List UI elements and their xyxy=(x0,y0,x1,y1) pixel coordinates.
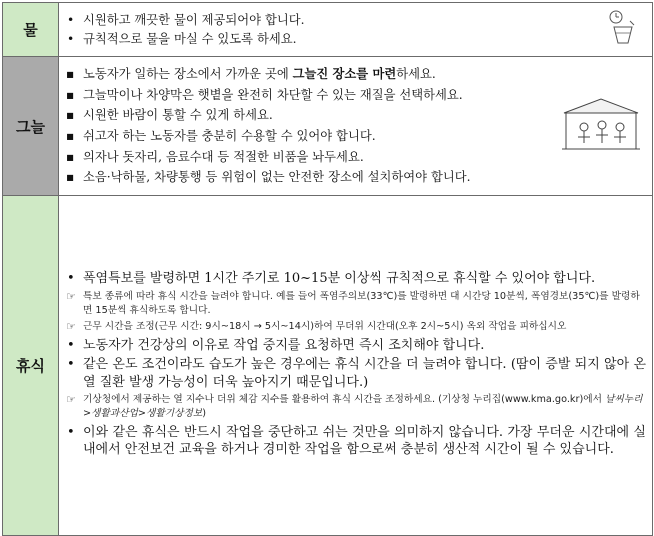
rest-item-2: • 노동자가 건강상의 이유로 작업 중지를 요청하면 즉시 조치해야 합니다. xyxy=(65,337,646,355)
shade-row xyxy=(3,57,653,196)
water-row xyxy=(3,3,653,57)
water-body xyxy=(59,3,653,57)
shade-item-6: ▪ 소음·낙하물, 차량통행 등 위험이 없는 안전한 장소에 설치하여야 합니다. xyxy=(65,167,646,188)
water-cup-clock-icon xyxy=(608,9,638,47)
heat-guideline-table xyxy=(2,2,652,528)
shade-item-1: ▪ 노동자가 일하는 장소에서 가까운 곳에 그늘진 장소를 마련하세요. xyxy=(65,64,646,85)
rest-item-3: • 같은 온도 조건이라도 습도가 높은 경우에는 휴식 시간을 더 늘려야 합니다. (땀이 증발 되지 않아 온열 질환 발생 가능성이 더욱 높아지기 때문입니다.) xyxy=(65,356,646,391)
shade-item-4: ▪ 쉬고자 하는 노동자를 충분히 수용할 수 있어야 합니다. xyxy=(65,126,646,147)
rest-note-3: ☞ 기상청에서 제공하는 열 지수나 더위 체감 지수를 활용하여 휴식 시간을 조정하세요. (기상청 누리집(www.kma.go.kr)에서 날씨누리>생활과산업>생활기상정보) xyxy=(66,393,643,420)
water-item-2: • 규칙적으로 물을 마실 수 있도록 하세요. xyxy=(65,30,646,49)
rest-row xyxy=(3,196,653,536)
pointing-hand-icon: ☞ xyxy=(66,289,76,303)
shade-item-5: ▪ 의자나 돗자리, 음료수대 등 적절한 비품을 놔두세요. xyxy=(65,147,646,168)
water-item-1: • 시원하고 깨끗한 물이 제공되어야 합니다. xyxy=(65,11,646,30)
pointing-hand-icon: ☞ xyxy=(66,320,76,334)
shade-item-3: ▪ 시원한 바람이 통할 수 있게 하세요. xyxy=(65,105,646,126)
rest-body xyxy=(59,196,653,536)
shade-item-2: ▪ 그늘막이나 차양막은 햇볕을 완전히 차단할 수 있는 재질을 선택하세요. xyxy=(65,85,646,106)
rest-note-1: ☞ 특보 종류에 따라 휴식 시간을 늘려야 합니다. 예를 들어 폭염주의보(33℃)를 발령하면 대 시간당 10분씩, 폭염경보(35℃)를 발령하면 15분씩 휴식하도록 합니다. xyxy=(66,289,640,317)
shade-body xyxy=(59,57,653,196)
water-header: 물 xyxy=(3,3,59,57)
rest-note-2: ☞ 근무 시간을 조정(근무 시간: 9시~18시 → 5시~14시)하여 무더위 시간대(오후 2시~5시) 옥외 작업을 피하십시오 xyxy=(66,320,567,334)
pointing-hand-icon: ☞ xyxy=(66,393,76,407)
rest-header: 휴식 xyxy=(3,196,59,536)
shade-tent-icon xyxy=(560,95,642,153)
rest-item-4: • 이와 같은 휴식은 반드시 작업을 중단하고 쉬는 것만을 의미하지 않습니다. 가장 무더운 시간대에 실내에서 안전보건 교육을 하거나 경미한 작업을 함으로써 충분히 생산적 시간이 될 수 있습니다. xyxy=(65,424,646,459)
rest-item-1: • 폭염특보를 발령하면 1시간 주기로 10~15분 이상씩 규칙적으로 휴식할 수 있어야 합니다. xyxy=(65,270,646,288)
shade-header: 그늘 xyxy=(3,57,59,196)
